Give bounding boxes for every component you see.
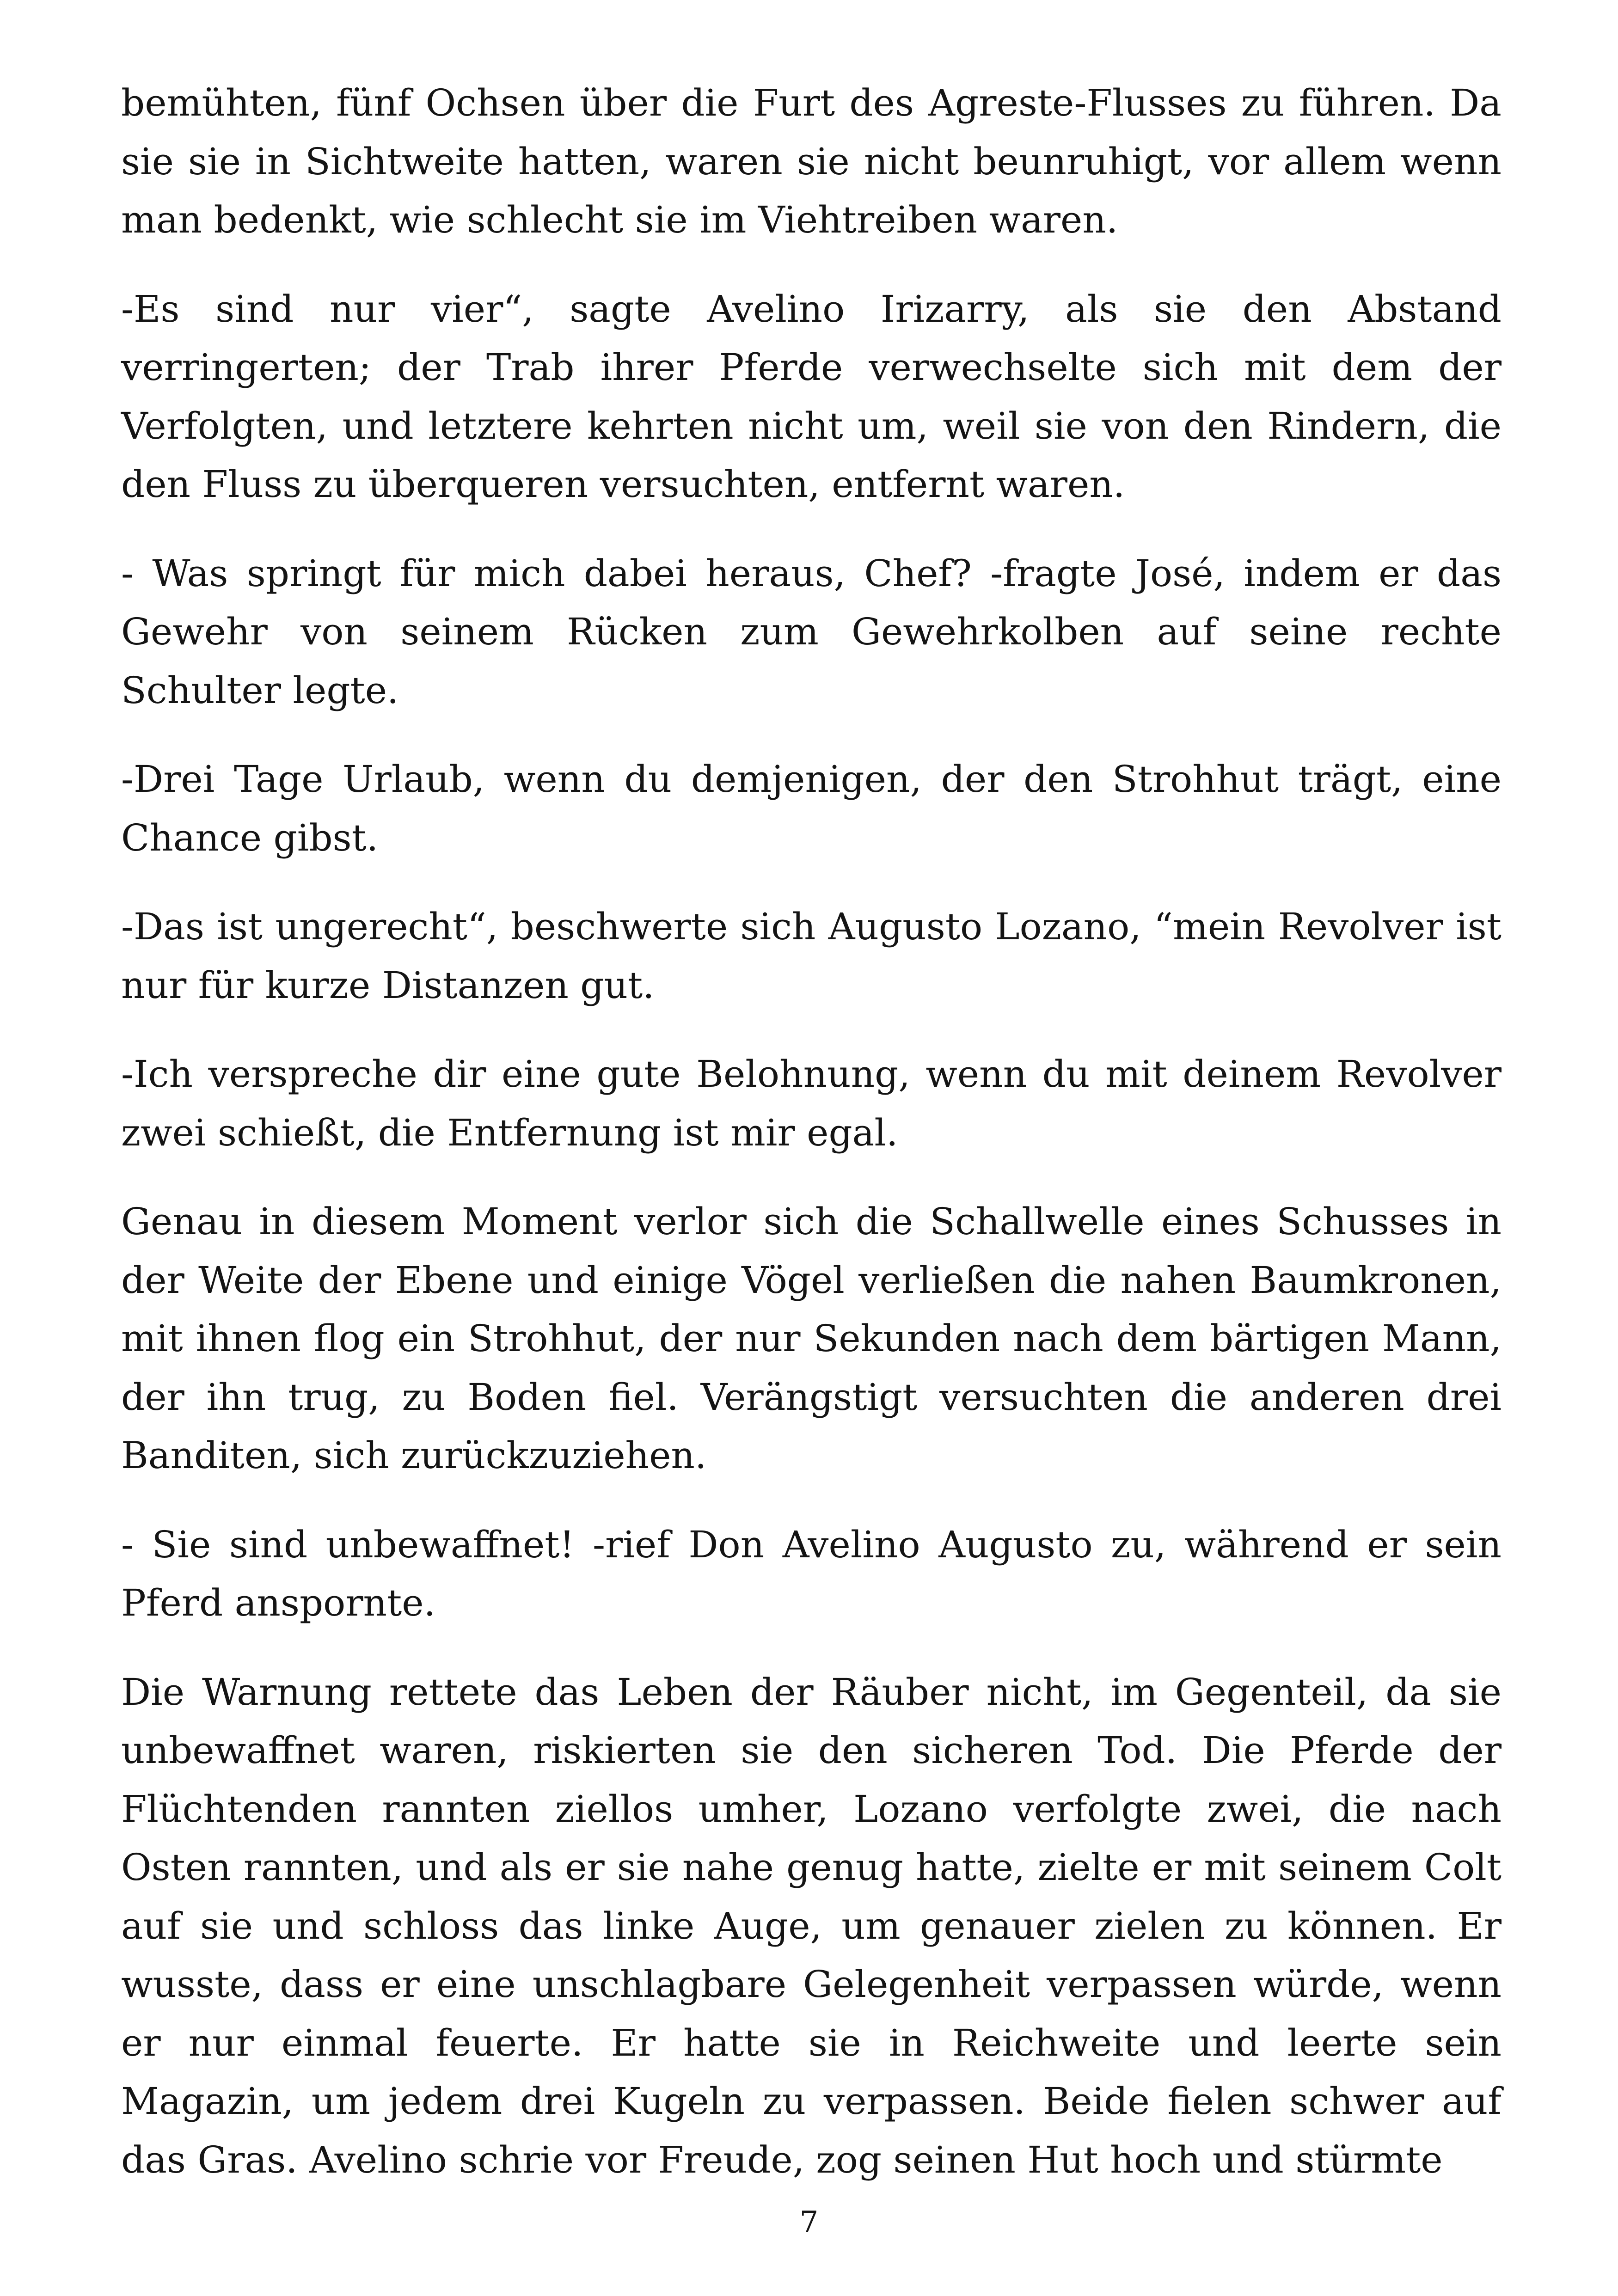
- paragraph-4: -Drei Tage Urlaub, wenn du demjenigen, der den Strohhut trägt, eine Chance gibst.: [121, 758, 1502, 859]
- paragraph-8: - Sie sind unbewaffnet! -rief Don Avelino Augusto zu, während er sein Pferd anspornte.: [121, 1523, 1502, 1624]
- paragraph-1: bemühten, fünf Ochsen über die Furt des Agreste-Flusses zu führen. Da sie sie in Sichtweite hatten, waren sie nicht beunruhigt, vor allem wenn man bedenkt, wie schlecht sie im Viehtreiben waren.: [121, 81, 1502, 241]
- paragraph-3: - Was springt für mich dabei heraus, Chef? -fragte José, indem er das Gewehr von seinem Rücken zum Gewehrkolben auf seine rechte Schulter legte.: [121, 551, 1502, 712]
- paragraph-6: -Ich verspreche dir eine gute Belohnung, wenn du mit deinem Revolver zwei schießt, die Entfernung ist mir egal.: [121, 1053, 1502, 1154]
- body-text: [121, 74, 1502, 2220]
- paragraph-9: Die Warnung rettete das Leben der Räuber nicht, im Gegenteil, da sie unbewaffnet waren, riskierten sie den sicheren Tod. Die Pferde der Flüchtenden rannten ziellos umher, Lozano verfolgte zwei, die nach Osten rannten, und als er sie nahe genug hatte, zielte er mit seinem Colt auf sie und schloss das linke Auge, um genauer zielen zu können. Er wusste, dass er eine unschlagbare Gelegenheit verpassen würde, wenn er nur einmal feuerte. Er hatte sie in Reichweite und leerte sein Magazin, um jedem drei Kugeln zu verpassen. Beide fielen schwer auf das Gras. Avelino schrie vor Freude, zog seinen Hut hoch und stürmte: [121, 1670, 1502, 2181]
- paragraph-2: -Es sind nur vier“, sagte Avelino Irizarry, als sie den Abstand verringerten; der Trab ihrer Pferde verwechselte sich mit dem der Verfolgten, und letztere kehrten nicht um, weil sie von den Rindern, die den Fluss zu überqueren versuchten, entfernt waren.: [121, 287, 1502, 506]
- paragraph-5: -Das ist ungerecht“, beschwerte sich Augusto Lozano, “mein Revolver ist nur für kurze Distanzen gut.: [121, 905, 1502, 1007]
- paragraph-7: Genau in diesem Moment verlor sich die Schallwelle eines Schusses in der Weite der Ebene und einige Vögel verließen die nahen Baumkronen, mit ihnen flog ein Strohhut, der nur Sekunden nach dem bärtigen Mann, der ihn trug, zu Boden fiel. Verängstigt versuchten die anderen drei Banditen, sich zurückzuziehen.: [121, 1200, 1502, 1477]
- page-number: 7: [799, 2205, 819, 2240]
